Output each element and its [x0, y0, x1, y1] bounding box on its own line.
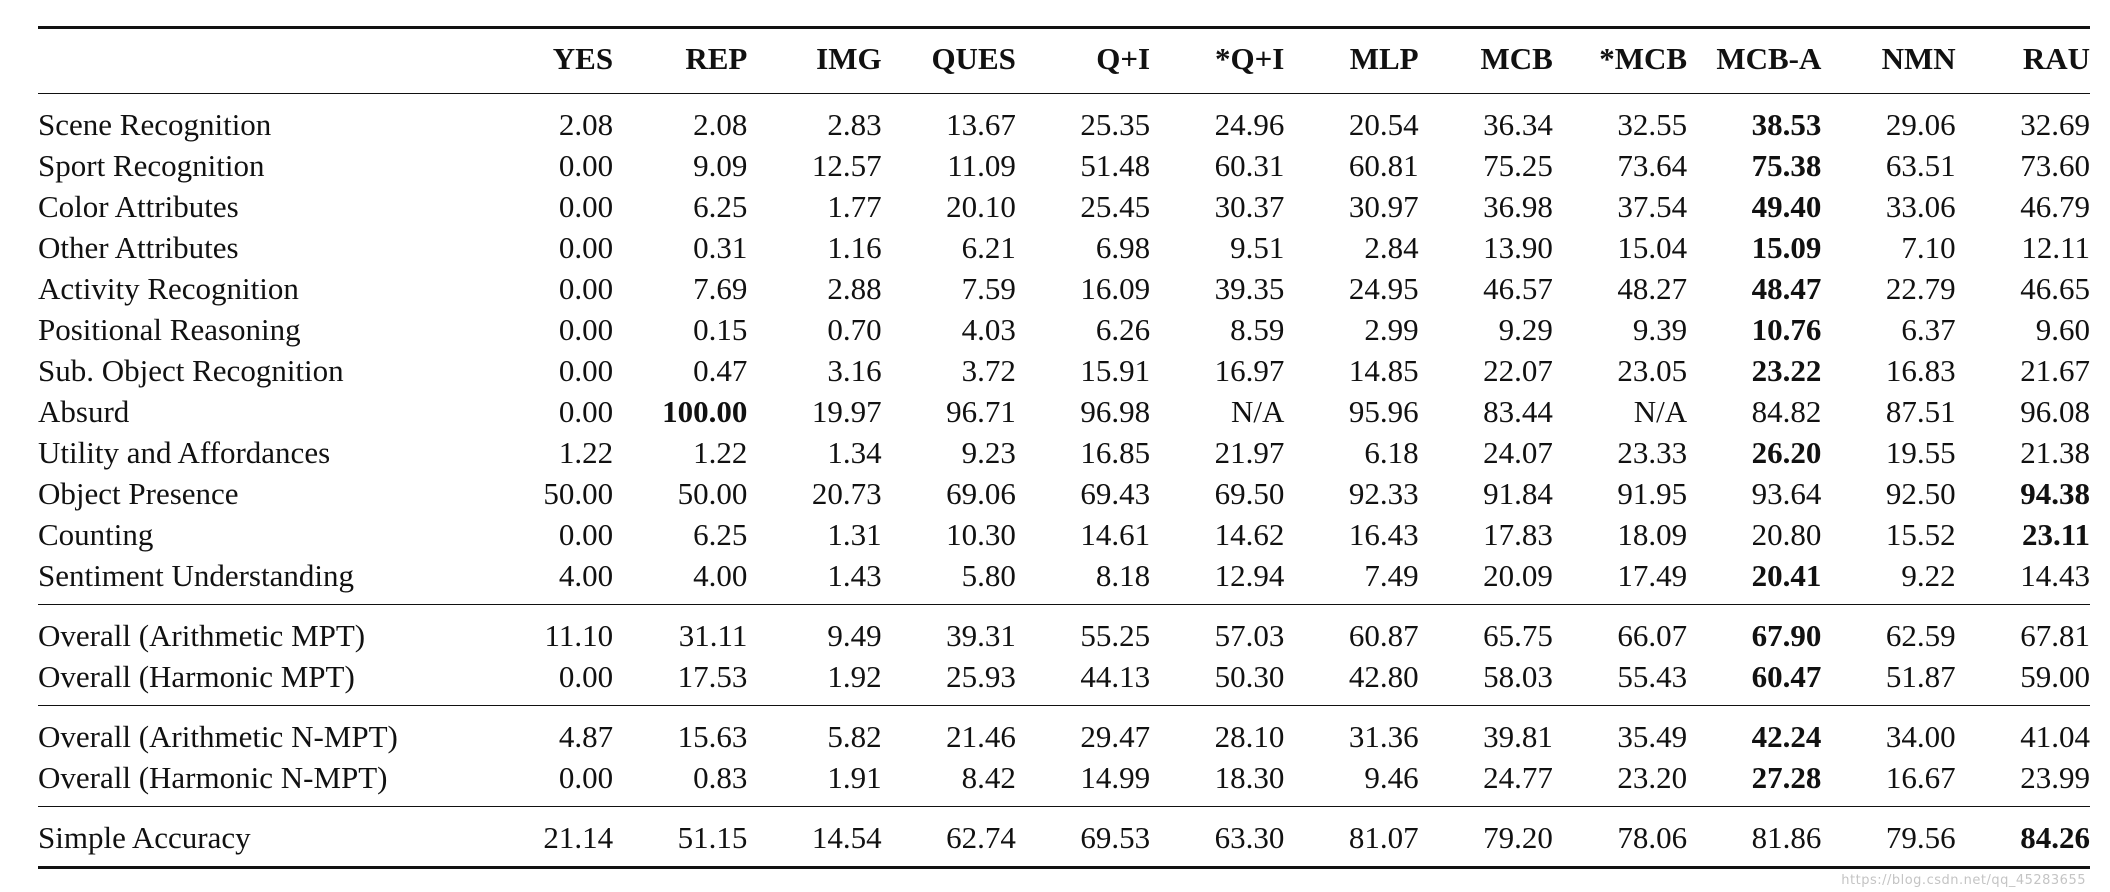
- table-cell: 15.91: [1080, 353, 1151, 388]
- table-cell: 96.98: [1080, 394, 1151, 429]
- table-cell: 21.67: [2020, 353, 2090, 388]
- table-cell: 91.95: [1617, 476, 1688, 511]
- table-cell: 44.13: [1080, 659, 1151, 694]
- table-cell: 0.15: [693, 312, 748, 347]
- table-cell: 29.47: [1016, 706, 1150, 758]
- column-header: MLP: [1284, 28, 1418, 94]
- table-cell: 12.11: [2021, 230, 2090, 265]
- table-row: [38, 309, 2090, 350]
- table-cell: 50.00: [677, 476, 748, 511]
- table-cell: 91.84: [1483, 476, 1553, 511]
- table-cell: 0.00: [558, 271, 614, 306]
- table-cell: 17.83: [1483, 517, 1553, 552]
- table-cell-best: 84.26: [1956, 807, 2090, 868]
- table-row: [38, 94, 2090, 146]
- table-cell: 60.31: [1214, 148, 1285, 183]
- header-label-column: [38, 28, 479, 94]
- table-cell: 20.54: [1348, 107, 1419, 142]
- table-cell: 13.90: [1483, 230, 1553, 265]
- table-cell: 17.49: [1617, 558, 1688, 593]
- table-cell: 42.80: [1348, 659, 1419, 694]
- column-header: *MCB: [1553, 28, 1687, 94]
- table-cell: 4.87: [479, 706, 613, 758]
- table-cell: 8.42: [961, 760, 1016, 795]
- table-cell: 73.64: [1617, 148, 1688, 183]
- table-row: [38, 227, 2090, 268]
- table-cell: 20.73: [811, 476, 882, 511]
- results-table: [38, 26, 2090, 869]
- table-cell: 15.52: [1885, 517, 1956, 552]
- table-cell: 0.00: [558, 659, 614, 694]
- row-label: Color Attributes: [38, 189, 239, 224]
- table-cell: 7.69: [693, 271, 748, 306]
- table-cell: 9.09: [693, 148, 748, 183]
- table-cell: 63.30: [1150, 807, 1284, 868]
- table-cell-best: 75.38: [1751, 148, 1822, 183]
- table-cell: 59.00: [2020, 659, 2090, 694]
- table-cell: 6.98: [1095, 230, 1151, 265]
- table-cell: 57.03: [1150, 605, 1284, 657]
- table-cell: 29.06: [1885, 107, 1956, 142]
- table-cell: 62.74: [882, 807, 1016, 868]
- table-cell: 6.21: [961, 230, 1016, 265]
- table-cell: 4.00: [693, 558, 748, 593]
- row-label: Overall (Harmonic MPT): [38, 659, 355, 694]
- row-label: Sentiment Understanding: [38, 558, 354, 593]
- table-cell: 11.10: [479, 605, 613, 657]
- table-cell: 20.80: [1751, 517, 1822, 552]
- row-label: Other Attributes: [38, 230, 239, 265]
- table-header-row: [38, 28, 2090, 94]
- table-cell: 32.55: [1617, 107, 1688, 142]
- table-cell: 21.46: [882, 706, 1016, 758]
- table-cell: 92.33: [1348, 476, 1419, 511]
- table-row: [38, 706, 2090, 758]
- results-table-container: [38, 26, 2090, 869]
- table-cell: N/A: [1633, 394, 1688, 429]
- table-cell: 1.34: [827, 435, 882, 470]
- table-cell: 35.49: [1553, 706, 1687, 758]
- table-cell: 22.79: [1885, 271, 1956, 306]
- table-cell: 6.37: [1901, 312, 1956, 347]
- table-cell: 21.38: [2020, 435, 2090, 470]
- table-cell: 24.07: [1483, 435, 1553, 470]
- table-cell-best: 42.24: [1687, 706, 1821, 758]
- table-cell-best: 15.09: [1751, 230, 1822, 265]
- table-cell: 17.53: [677, 659, 748, 694]
- table-cell: 12.94: [1214, 558, 1285, 593]
- table-cell: N/A: [1230, 394, 1285, 429]
- table-cell: 3.16: [827, 353, 882, 388]
- table-cell: 23.05: [1617, 353, 1688, 388]
- table-cell-best: 23.11: [2021, 517, 2090, 552]
- table-cell: 25.35: [1080, 107, 1151, 142]
- table-cell: 24.95: [1348, 271, 1419, 306]
- table-cell: 9.51: [1230, 230, 1285, 265]
- table-cell: 4.03: [961, 312, 1016, 347]
- table-cell: 0.83: [693, 760, 748, 795]
- table-cell: 20.10: [946, 189, 1016, 224]
- table-cell: 14.85: [1348, 353, 1419, 388]
- table-cell: 9.49: [747, 605, 881, 657]
- column-header: YES: [479, 28, 613, 94]
- table-cell: 50.30: [1214, 659, 1285, 694]
- table-cell: 9.60: [2035, 312, 2090, 347]
- table-cell: 15.63: [613, 706, 747, 758]
- column-header: QUES: [882, 28, 1016, 94]
- table-cell: 67.81: [1956, 605, 2090, 657]
- table-cell: 55.43: [1617, 659, 1688, 694]
- table-cell: 23.33: [1617, 435, 1688, 470]
- table-cell: 37.54: [1617, 189, 1688, 224]
- row-label: Absurd: [38, 394, 130, 429]
- table-cell-best: 48.47: [1751, 271, 1822, 306]
- table-cell: 16.97: [1214, 353, 1285, 388]
- column-header: REP: [613, 28, 747, 94]
- table-cell: 63.51: [1885, 148, 1956, 183]
- column-header: RAU: [1956, 28, 2090, 94]
- row-label: Overall (Arithmetic MPT): [38, 605, 479, 657]
- table-cell: 0.00: [558, 312, 614, 347]
- table-cell: 83.44: [1483, 394, 1553, 429]
- table-cell: 24.77: [1483, 760, 1553, 795]
- table-cell: 9.22: [1901, 558, 1956, 593]
- table-cell: 18.30: [1214, 760, 1285, 795]
- table-cell: 0.31: [693, 230, 748, 265]
- table-row: [38, 186, 2090, 227]
- table-cell: 0.00: [558, 760, 614, 795]
- table-cell: 2.84: [1364, 230, 1419, 265]
- table-cell: 2.99: [1364, 312, 1419, 347]
- row-label: Sport Recognition: [38, 148, 265, 183]
- table-cell: 79.56: [1821, 807, 1955, 868]
- table-cell: 1.31: [827, 517, 882, 552]
- table-cell: 0.47: [693, 353, 748, 388]
- table-row: [38, 391, 2090, 432]
- table-cell: 39.31: [882, 605, 1016, 657]
- table-cell: 36.98: [1483, 189, 1553, 224]
- table-cell: 16.85: [1080, 435, 1151, 470]
- table-cell: 6.25: [693, 189, 748, 224]
- table-cell: 16.67: [1885, 760, 1956, 795]
- table-cell: 2.08: [558, 107, 614, 142]
- row-label: Overall (Arithmetic N-MPT): [38, 706, 479, 758]
- table-cell: 81.07: [1284, 807, 1418, 868]
- table-cell: 1.16: [827, 230, 882, 265]
- table-cell: 0.00: [558, 394, 614, 429]
- table-cell: 19.55: [1885, 435, 1956, 470]
- table-cell: 1.91: [827, 760, 882, 795]
- row-label: Overall (Harmonic N-MPT): [38, 760, 388, 795]
- table-cell: 18.09: [1617, 517, 1688, 552]
- table-cell: 9.46: [1364, 760, 1419, 795]
- table-cell: 30.97: [1348, 189, 1419, 224]
- table-cell: 5.82: [747, 706, 881, 758]
- table-cell: 60.81: [1348, 148, 1419, 183]
- table-row: [38, 807, 2090, 868]
- table-cell: 24.96: [1214, 107, 1285, 142]
- table-cell-best: 20.41: [1751, 558, 1822, 593]
- table-cell: 6.25: [693, 517, 748, 552]
- table-row: [38, 268, 2090, 309]
- table-cell: 15.04: [1617, 230, 1688, 265]
- table-cell: 73.60: [2020, 148, 2090, 183]
- table-cell: 1.43: [827, 558, 882, 593]
- table-row: [38, 605, 2090, 657]
- table-cell: 30.37: [1214, 189, 1285, 224]
- table-cell-best: 10.76: [1751, 312, 1822, 347]
- table-cell: 96.08: [2020, 394, 2090, 429]
- table-cell-best: 94.38: [2020, 476, 2090, 511]
- table-cell: 78.06: [1553, 807, 1687, 868]
- table-cell: 16.43: [1348, 517, 1419, 552]
- table-cell: 2.88: [827, 271, 882, 306]
- table-cell: 13.67: [946, 107, 1016, 142]
- table-cell: 5.80: [961, 558, 1016, 593]
- table-cell: 9.23: [961, 435, 1016, 470]
- table-row: [38, 350, 2090, 391]
- row-label: Sub. Object Recognition: [38, 353, 344, 388]
- column-header: IMG: [747, 28, 881, 94]
- table-cell: 69.53: [1016, 807, 1150, 868]
- column-header: *Q+I: [1150, 28, 1284, 94]
- table-cell: 25.45: [1080, 189, 1151, 224]
- table-cell: 84.82: [1751, 394, 1822, 429]
- table-cell: 14.62: [1214, 517, 1285, 552]
- table-cell: 8.18: [1095, 558, 1151, 593]
- table-cell: 87.51: [1885, 394, 1956, 429]
- table-row: [38, 432, 2090, 473]
- table-cell: 23.99: [2020, 760, 2090, 795]
- table-row: [38, 555, 2090, 605]
- table-cell: 2.83: [827, 107, 882, 142]
- table-cell: 1.22: [693, 435, 748, 470]
- row-label: Object Presence: [38, 476, 239, 511]
- table-cell: 20.09: [1483, 558, 1553, 593]
- table-cell: 79.20: [1419, 807, 1553, 868]
- table-cell: 2.08: [693, 107, 748, 142]
- table-cell-best: 38.53: [1751, 107, 1822, 142]
- row-label: Activity Recognition: [38, 271, 299, 306]
- table-cell: 46.79: [2020, 189, 2090, 224]
- table-cell: 1.77: [827, 189, 882, 224]
- table-cell: 96.71: [946, 394, 1016, 429]
- table-row: [38, 656, 2090, 706]
- row-label: Scene Recognition: [38, 107, 272, 142]
- table-cell: 93.64: [1751, 476, 1822, 511]
- column-header: Q+I: [1016, 28, 1150, 94]
- row-label: Positional Reasoning: [38, 312, 301, 347]
- table-cell: 33.06: [1885, 189, 1956, 224]
- table-row: [38, 757, 2090, 807]
- table-cell: 22.07: [1483, 353, 1553, 388]
- table-cell: 21.97: [1214, 435, 1285, 470]
- table-cell: 11.09: [947, 148, 1016, 183]
- table-cell: 0.00: [558, 148, 614, 183]
- table-cell: 48.27: [1617, 271, 1688, 306]
- table-cell: 7.49: [1364, 558, 1419, 593]
- table-cell: 50.00: [543, 476, 614, 511]
- table-cell: 14.61: [1080, 517, 1151, 552]
- table-cell: 81.86: [1687, 807, 1821, 868]
- table-cell: 28.10: [1150, 706, 1284, 758]
- table-cell: 16.83: [1885, 353, 1956, 388]
- table-cell: 62.59: [1821, 605, 1955, 657]
- table-cell: 51.15: [613, 807, 747, 868]
- table-cell: 10.30: [946, 517, 1016, 552]
- table-cell: 31.11: [613, 605, 747, 657]
- table-cell: 46.57: [1483, 271, 1553, 306]
- table-cell: 14.99: [1080, 760, 1151, 795]
- row-label: Simple Accuracy: [38, 807, 479, 868]
- table-cell: 51.48: [1080, 148, 1151, 183]
- table-cell-best: 27.28: [1751, 760, 1822, 795]
- row-label: Counting: [38, 517, 154, 552]
- table-cell: 31.36: [1284, 706, 1418, 758]
- table-cell: 69.06: [946, 476, 1016, 511]
- table-cell: 39.35: [1214, 271, 1285, 306]
- watermark-text: https://blog.csdn.net/qq_45283655: [1841, 873, 2086, 888]
- table-cell: 41.04: [1956, 706, 2090, 758]
- table-cell: 9.29: [1498, 312, 1553, 347]
- table-row: [38, 473, 2090, 514]
- table-cell: 4.00: [558, 558, 614, 593]
- table-cell: 0.00: [558, 230, 614, 265]
- table-cell: 12.57: [811, 148, 882, 183]
- table-cell: 6.18: [1364, 435, 1419, 470]
- table-cell: 14.43: [2020, 558, 2090, 593]
- table-cell-best: 26.20: [1751, 435, 1822, 470]
- row-label: Utility and Affordances: [38, 435, 331, 470]
- table-cell: 7.59: [961, 271, 1016, 306]
- table-cell: 0.00: [558, 517, 614, 552]
- table-cell: 0.00: [558, 353, 614, 388]
- table-cell: 60.87: [1284, 605, 1418, 657]
- table-cell-best: 49.40: [1751, 189, 1822, 224]
- table-cell: 25.93: [946, 659, 1016, 694]
- table-cell: 58.03: [1483, 659, 1553, 694]
- table-cell: 3.72: [961, 353, 1016, 388]
- table-body: [38, 94, 2090, 868]
- table-cell: 36.34: [1483, 107, 1553, 142]
- table-cell: 51.87: [1885, 659, 1956, 694]
- column-header: MCB-A: [1687, 28, 1821, 94]
- table-cell: 66.07: [1553, 605, 1687, 657]
- table-cell-best: 23.22: [1751, 353, 1822, 388]
- table-cell: 34.00: [1821, 706, 1955, 758]
- table-cell: 16.09: [1080, 271, 1151, 306]
- table-cell: 0.70: [827, 312, 882, 347]
- table-cell: 75.25: [1483, 148, 1553, 183]
- table-cell-best: 67.90: [1687, 605, 1821, 657]
- table-cell: 46.65: [2020, 271, 2090, 306]
- table-cell: 95.96: [1348, 394, 1419, 429]
- table-cell: 1.92: [827, 659, 882, 694]
- table-cell: 69.43: [1080, 476, 1151, 511]
- table-cell: 55.25: [1016, 605, 1150, 657]
- table-cell-best: 100.00: [662, 394, 748, 429]
- table-cell: 6.26: [1095, 312, 1151, 347]
- table-cell: 19.97: [811, 394, 882, 429]
- table-row: [38, 514, 2090, 555]
- table-cell: 1.22: [558, 435, 614, 470]
- table-row: [38, 145, 2090, 186]
- table-cell: 23.20: [1617, 760, 1688, 795]
- table-cell: 92.50: [1885, 476, 1956, 511]
- table-cell: 65.75: [1419, 605, 1553, 657]
- table-cell: 9.39: [1632, 312, 1688, 347]
- column-header: NMN: [1821, 28, 1955, 94]
- table-cell: 0.00: [558, 189, 614, 224]
- table-cell: 32.69: [2020, 107, 2090, 142]
- column-header: MCB: [1419, 28, 1553, 94]
- table-cell: 7.10: [1901, 230, 1956, 265]
- table-cell: 8.59: [1230, 312, 1285, 347]
- table-cell: 21.14: [479, 807, 613, 868]
- table-cell: 39.81: [1419, 706, 1553, 758]
- table-cell: 69.50: [1214, 476, 1285, 511]
- table-cell: 14.54: [747, 807, 881, 868]
- table-cell-best: 60.47: [1751, 659, 1822, 694]
